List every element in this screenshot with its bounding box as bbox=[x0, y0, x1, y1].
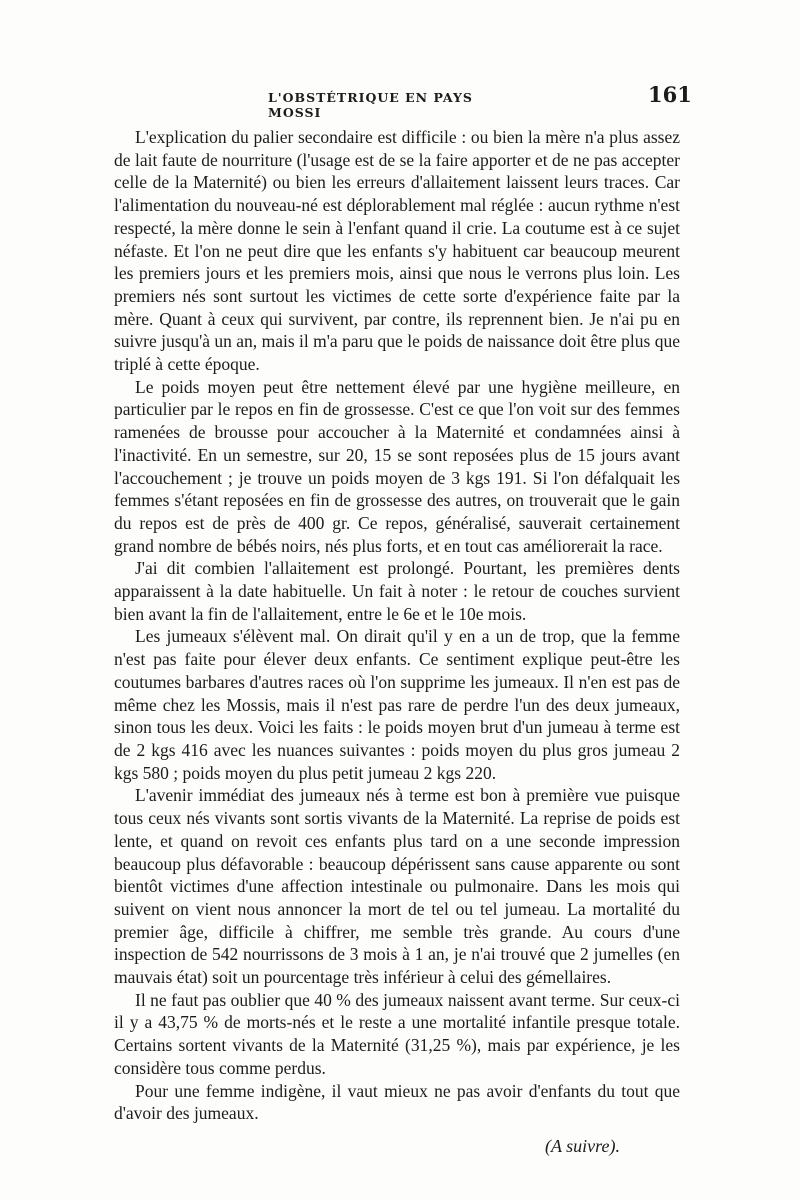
continuation-note: (A suivre). bbox=[545, 1136, 620, 1156]
paragraph: Le poids moyen peut être nettement élevé par une hygiène meilleure, en particulier par le repos en fin de grossesse. C'est ce que l'on voit sur des femmes ramenées de brousse pour accoucher à la Maternité et condamnées ainsi à l'inactivité. En un semestre, sur 20, 15 se sont reposées plus de 15 jours avant l'accouchement ; je trouve un poids moyen de 3 kgs 191. Si l'on défalquait les femmes s'étant reposées en fin de grossesse des autres, on trouverait que le gain du repos est de près de 400 gr. Ce repos, généralisé, sauverait certainement grand nombre de bébés noirs, nés plus forts, et en tout cas améliorerait la race. bbox=[114, 376, 680, 556]
paragraph: L'avenir immédiat des jumeaux nés à terme est bon à première vue puisque tous ceux nés vivants sont sortis vivants de la Maternité. La reprise de poids est lente, et quand on revoit ces enfants plus tard on a une seconde impression beaucoup plus défavorable : beaucoup dépérissent sans cause apparente ou sont bientôt victimes d'une affection intestinale ou pulmonaire. Dans les mois qui suivent on vient nous annoncer la mort de tel ou tel jumeau. La mortalité du premier âge, difficile à chiffrer, me semble très grande. Au cours d'une inspection de 542 nourrissons de 3 mois à 1 an, je n'ai trouvé que 2 jumelles (en mauvais état) soit un pourcentage très inférieur à celui des gémellaires. bbox=[114, 785, 680, 988]
paragraph: Il ne faut pas oublier que 40 % des jumeaux naissent avant terme. Sur ceux-ci il y a 43,75 % de morts-nés et le reste a une mortalité infantile presque totale. Certains sortent vivants de la Maternité (31,25 %), mais par expérience, je les considère tous comme perdus. bbox=[114, 989, 680, 1078]
paragraph: Pour une femme indigène, il vaut mieux ne pas avoir d'enfants du tout que d'avoir des jumeaux. bbox=[114, 1080, 680, 1124]
page-number: 161 bbox=[648, 82, 692, 107]
paragraph: J'ai dit combien l'allaitement est prolongé. Pourtant, les premières dents apparaissent à la date habituelle. Un fait à noter : le retour de couches survient bien avant la fin de l'allaitement, entre le 6e et le 10e mois. bbox=[114, 558, 680, 624]
running-head: L'OBSTÉTRIQUE EN PAYS MOSSI bbox=[268, 90, 473, 120]
paragraph: L'explication du palier secondaire est difficile : ou bien la mère n'a plus assez de lait faute de nourriture (l'usage est de se la faire apporter et de ne pas accepter celle de la Maternité) ou bien les erreurs d'allaitement laissent leurs traces. Car l'alimentation du nouveau-né est déplorablement mal réglée : aucun rythme n'est respecté, la mère donne le sein à l'enfant quand il crie. La coutume est à ce sujet néfaste. Et l'on ne peut dire que les enfants s'y habituent car beaucoup meurent les premiers jours et les premiers mois, ainsi que nous le verrons plus loin. Les premiers nés sont surtout les victimes de cette sorte d'expérience faite par la mère. Quant à ceux qui survivent, par contre, ils reprennent bien. Je n'ai pu en suivre jusqu'à un an, mais il m'a paru que le poids de naissance doit être plus que triplé à cette époque. bbox=[114, 127, 680, 375]
body-text bbox=[114, 126, 680, 1125]
paragraph: Les jumeaux s'élèvent mal. On dirait qu'il y en a un de trop, que la femme n'est pas faite pour élever deux enfants. Ce sentiment explique peut-être les coutumes barbares d'autres races où l'on supprime les jumeaux. Il n'en est pas de même chez les Mossis, mais il n'est pas rare de perdre l'un des deux jumeaux, sinon tous les deux. Voici les faits : le poids moyen brut d'un jumeau à terme est de 2 kgs 416 avec les nuances suivantes : poids moyen du plus gros jumeau 2 kgs 580 ; poids moyen du plus petit jumeau 2 kgs 220. bbox=[114, 626, 680, 783]
